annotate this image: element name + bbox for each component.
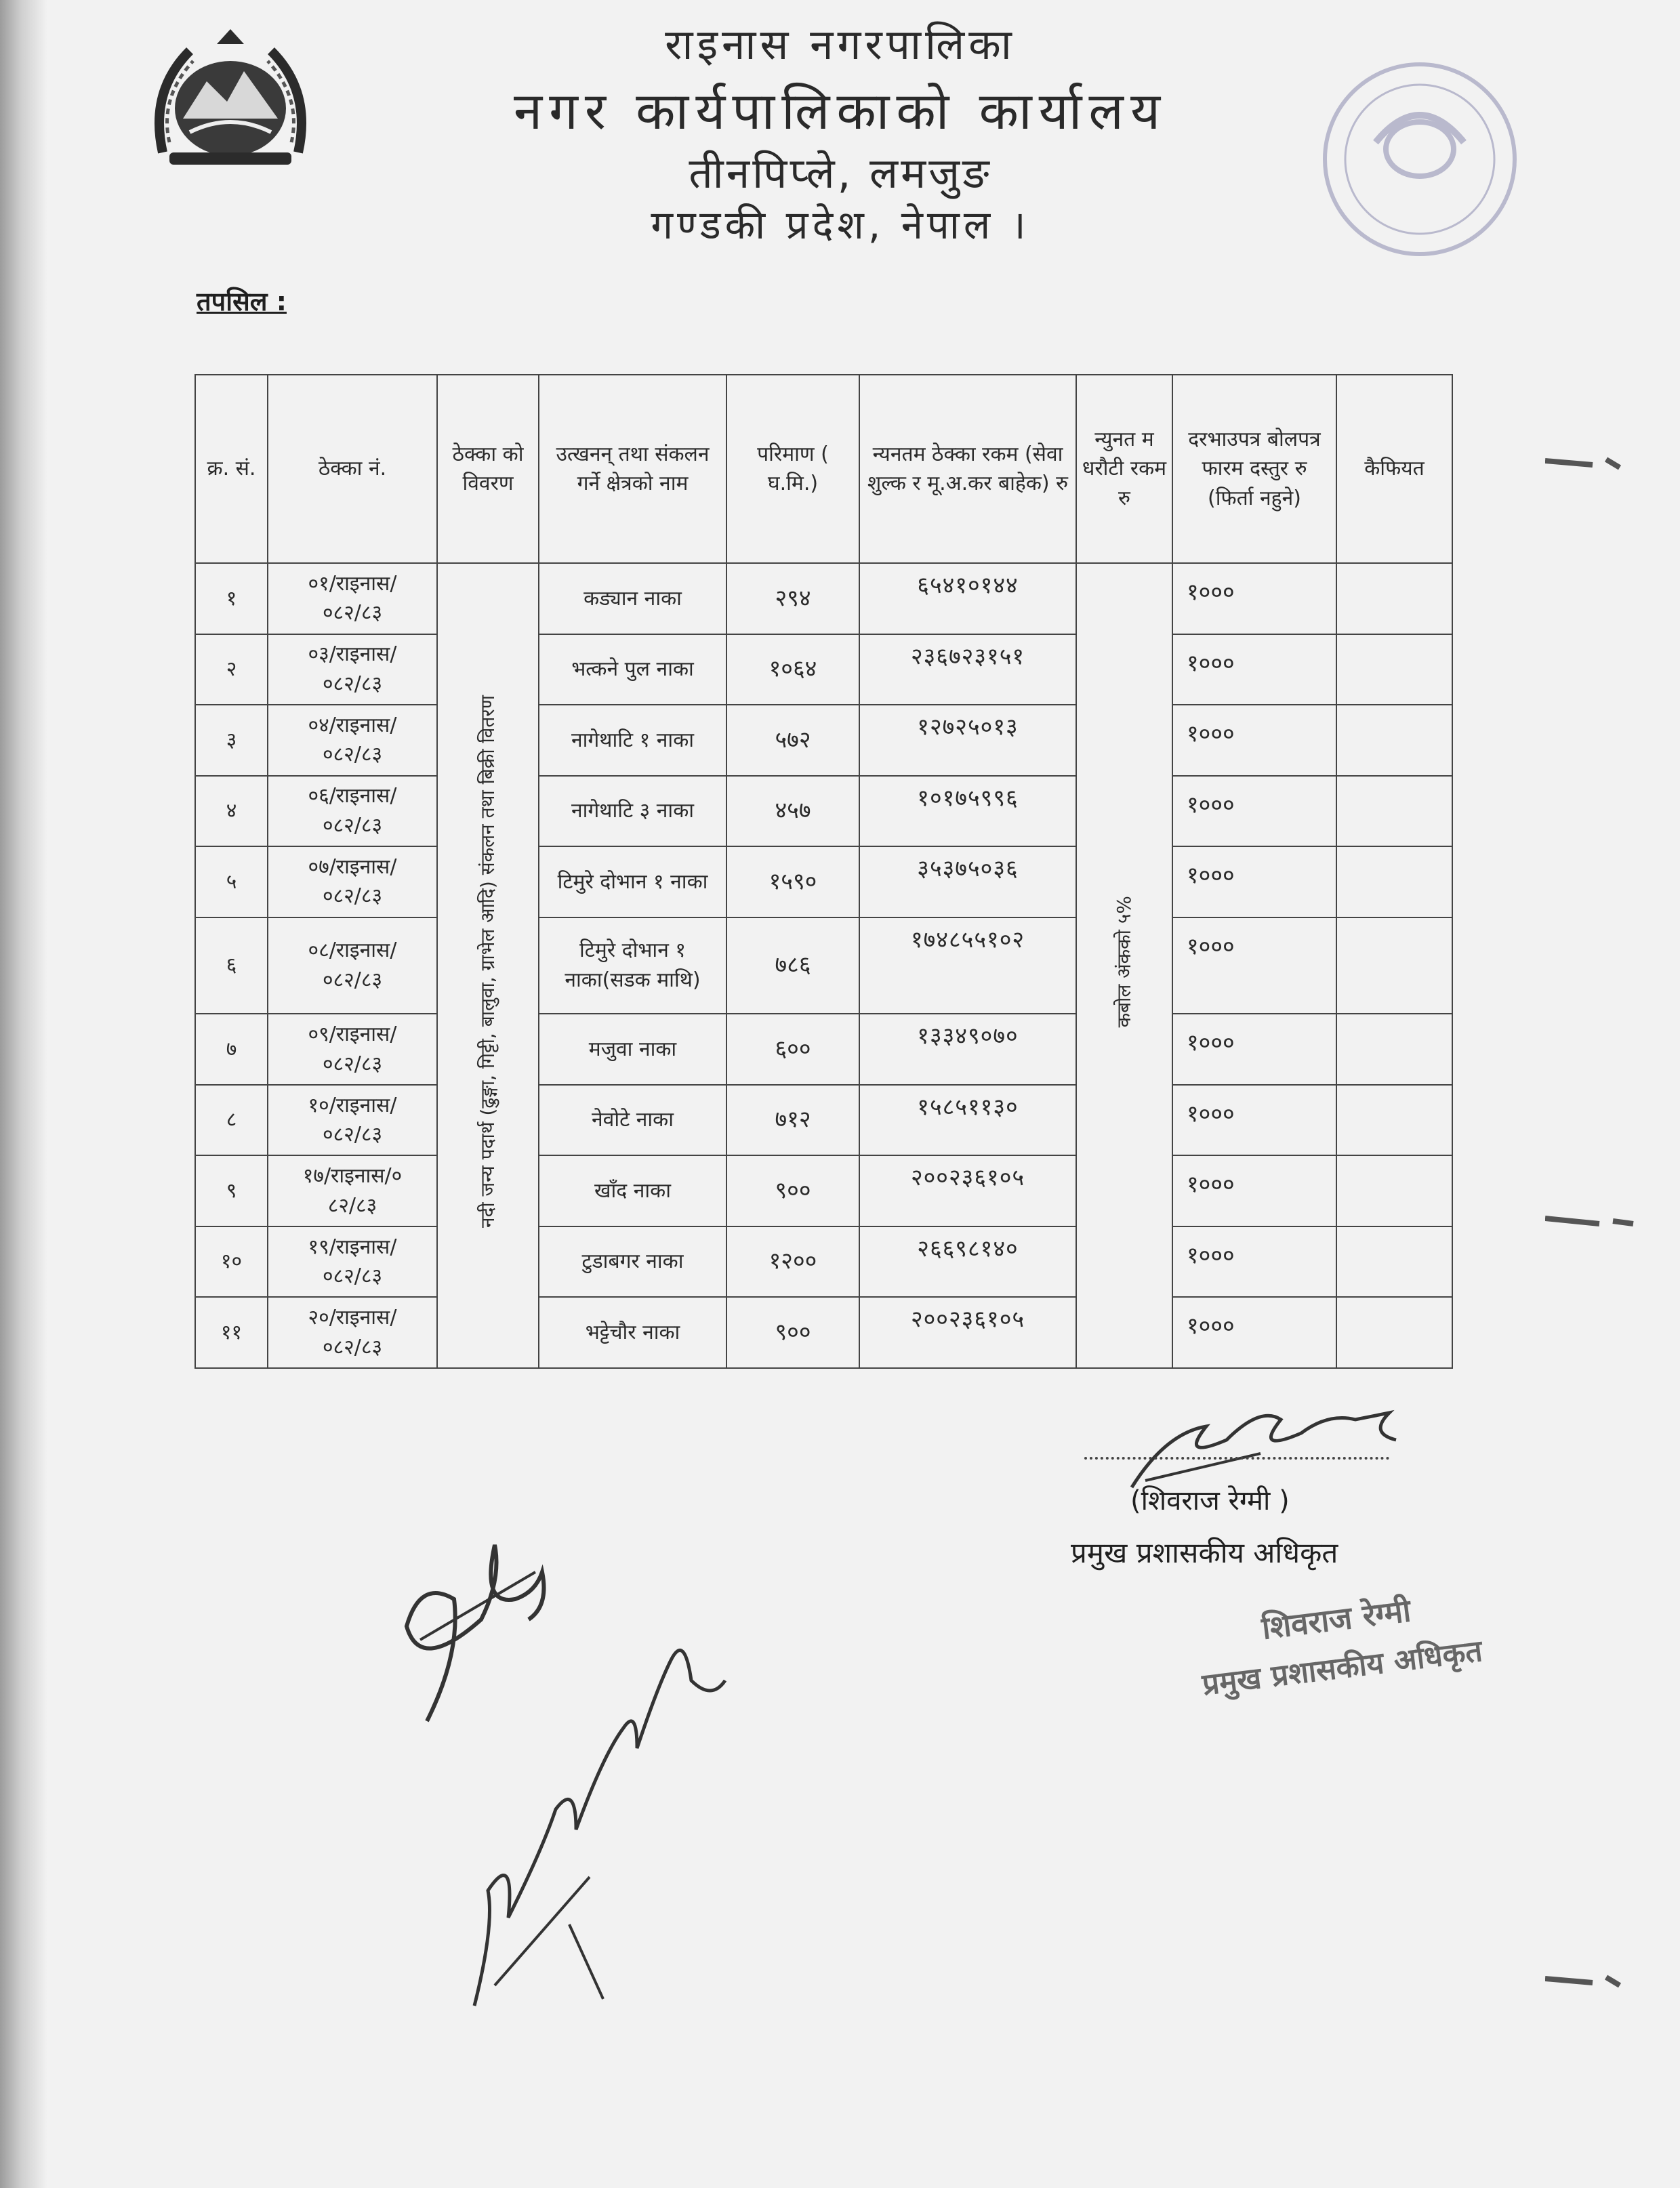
cell-remarks <box>1336 563 1452 634</box>
cell-form-fee: १००० <box>1172 1297 1336 1368</box>
header-contract-description: ठेक्का को विवरण <box>437 375 539 563</box>
cell-area-name: नागेथाटि ३ नाका <box>539 776 726 847</box>
contract-no-line1: १७/राइनास/० <box>302 1164 403 1189</box>
office-name: नगर कार्यपालिकाको कार्यालय <box>513 81 1168 141</box>
contract-no-line2: ०८२/८३ <box>322 1123 383 1147</box>
header-area-name: उत्खनन् तथा संकलन गर्ने क्षेत्रको नाम <box>539 375 726 563</box>
cell-serial: ५ <box>195 846 268 917</box>
signatory-title: प्रमुख प्रशासकीय अधिकृत <box>1071 1536 1338 1569</box>
cell-remarks <box>1336 634 1452 705</box>
cell-remarks <box>1336 705 1452 776</box>
table-row <box>195 1155 1452 1226</box>
header-quantity: परिमाण ( घ.मि.) <box>726 375 859 563</box>
officer-name-stamp <box>1145 1575 1533 1710</box>
cell-area-name: टुडाबगर नाका <box>539 1226 726 1298</box>
cell-minimum-amount: २३६७२३१५१ <box>859 634 1076 705</box>
cell-quantity: १५९० <box>726 846 859 917</box>
tender-details-table <box>194 374 1453 1369</box>
cell-remarks <box>1336 1155 1452 1226</box>
cell-area-name: नेवोटे नाका <box>539 1085 726 1156</box>
contract-no-line1: १९/राइनास/ <box>308 1235 397 1259</box>
header-minimum-amount: न्यनतम ठेक्का रकम (सेवा शुल्क र मू.अ.कर बाहेक) रु <box>859 375 1076 563</box>
cell-contract-no <box>268 1226 437 1298</box>
signatory-name: (शिवराज रेग्मी ) <box>1130 1485 1290 1516</box>
cell-form-fee: १००० <box>1172 634 1336 705</box>
cell-remarks <box>1336 776 1452 847</box>
cell-serial: ३ <box>195 705 268 776</box>
cell-quantity: १२०० <box>726 1226 859 1298</box>
cell-area-name: मजुवा नाका <box>539 1014 726 1085</box>
cell-quantity: २९४ <box>726 563 859 634</box>
cell-minimum-amount: १०१७५९९६ <box>859 776 1076 847</box>
province-country: गण्डकी प्रदेश, नेपाल । <box>651 202 1030 248</box>
table-row <box>195 917 1452 1014</box>
cell-form-fee: १००० <box>1172 1155 1336 1226</box>
cell-minimum-amount: २६६९८१४० <box>859 1226 1076 1298</box>
contract-no-line2: ०८२/८३ <box>322 968 383 992</box>
office-location: तीनपिप्ले, लमजुङ <box>689 148 992 198</box>
table-row <box>195 563 1452 634</box>
scan-noise-mark <box>1545 447 1626 474</box>
cell-form-fee: १००० <box>1172 563 1336 634</box>
header-minimum-deposit: न्युनत म धरौटी रकम रु <box>1076 375 1172 563</box>
table-row <box>195 634 1452 705</box>
table-row <box>195 1014 1452 1085</box>
contract-no-line2: ०८२/८३ <box>322 1264 383 1289</box>
cell-quantity: ७१२ <box>726 1085 859 1156</box>
contract-no-line1: ०९/राइनास/ <box>308 1023 397 1047</box>
contract-no-line2: ०८२/८३ <box>322 672 383 696</box>
government-emblem-icon <box>142 17 319 173</box>
cell-form-fee: १००० <box>1172 917 1336 1014</box>
cell-area-name: टिमुरे दोभान १ नाका <box>539 846 726 917</box>
deposit-text: कबोल अंकको ५% <box>1112 895 1135 1027</box>
cell-area-name: भट्टेचौर नाका <box>539 1297 726 1368</box>
cell-minimum-amount: ३५३७५०३६ <box>859 846 1076 917</box>
cell-remarks <box>1336 917 1452 1014</box>
contract-no-line2: ०८२/८३ <box>322 743 383 767</box>
cell-contract-no <box>268 846 437 917</box>
cell-serial: ९ <box>195 1155 268 1226</box>
scan-noise-mark <box>1545 1965 1626 1992</box>
cell-serial: ११ <box>195 1297 268 1368</box>
cell-contract-no <box>268 917 437 1014</box>
contract-no-line1: १०/राइनास/ <box>308 1093 397 1117</box>
cell-serial: १० <box>195 1226 268 1298</box>
table-row <box>195 846 1452 917</box>
cell-serial: ६ <box>195 917 268 1014</box>
contract-no-line1: ०४/राइनास/ <box>308 713 397 737</box>
cell-minimum-amount: २००२३६१०५ <box>859 1155 1076 1226</box>
table-row <box>195 1297 1452 1368</box>
cell-form-fee: १००० <box>1172 1085 1336 1156</box>
cell-quantity: ६०० <box>726 1014 859 1085</box>
cell-area-name: भत्कने पुल नाका <box>539 634 726 705</box>
cell-contract-no <box>268 563 437 634</box>
contract-no-line1: ०३/राइनास/ <box>308 642 397 667</box>
scan-edge-shadow <box>0 0 47 2188</box>
contract-no-line2: ८२/८३ <box>327 1193 377 1218</box>
stamp-title-line: प्रमुख प्रशासकीय अधिकृत <box>1200 1633 1485 1703</box>
cell-minimum-amount: २००२३६१०५ <box>859 1297 1076 1368</box>
scan-noise-mark <box>1545 1206 1640 1233</box>
header-contract-no: ठेक्का नं. <box>268 375 437 563</box>
cell-minimum-amount: ६५४१०१४४ <box>859 563 1076 634</box>
cell-contract-no <box>268 634 437 705</box>
contract-no-line2: ०८२/८३ <box>322 813 383 838</box>
contract-no-line2: ०८२/८३ <box>322 1052 383 1076</box>
table-row <box>195 1085 1452 1156</box>
table-header-row <box>195 375 1452 563</box>
officer-signature <box>1125 1392 1410 1494</box>
contract-no-line2: ०८२/८३ <box>322 884 383 909</box>
contract-description-text: नदी जन्य पदार्थ (ढुङ्गा, गिट्टी, बालुवा, ग्राभेल आदि) संकलन तथा बिक्री वितरण <box>476 695 499 1228</box>
contract-no-line2: ०८२/८३ <box>322 601 383 625</box>
cell-area-name: कड्यान नाका <box>539 563 726 634</box>
cell-remarks <box>1336 1085 1452 1156</box>
cell-contract-description <box>437 563 539 1368</box>
cell-quantity: ४५७ <box>726 776 859 847</box>
signature-line <box>1084 1457 1389 1460</box>
cell-form-fee: १००० <box>1172 846 1336 917</box>
cell-quantity: ७८६ <box>726 917 859 1014</box>
cell-remarks <box>1336 1014 1452 1085</box>
cell-form-fee: १००० <box>1172 705 1336 776</box>
table-row <box>195 705 1452 776</box>
cell-contract-no <box>268 1014 437 1085</box>
contract-no-line1: २०/राइनास/ <box>308 1306 397 1330</box>
header-remarks: कैफियत <box>1336 375 1452 563</box>
contract-no-line1: ०७/राइनास/ <box>308 854 397 879</box>
cell-remarks <box>1336 1226 1452 1298</box>
cell-minimum-amount: १३३४९०७० <box>859 1014 1076 1085</box>
witness-signature-2 <box>468 1606 739 2012</box>
cell-quantity: ९०० <box>726 1297 859 1368</box>
municipality-name: राइनास नगरपालिका <box>665 20 1016 69</box>
section-label: तपसिल : <box>197 287 287 316</box>
cell-form-fee: १००० <box>1172 1014 1336 1085</box>
cell-minimum-amount: १२७२५०१३ <box>859 705 1076 776</box>
cell-quantity: ९०० <box>726 1155 859 1226</box>
stamp-name-line: शिवराज रेग्मी <box>1259 1592 1413 1647</box>
cell-form-fee: १००० <box>1172 776 1336 847</box>
contract-no-line1: ०१/राइनास/ <box>308 571 397 596</box>
cell-contract-no <box>268 1155 437 1226</box>
cell-serial: २ <box>195 634 268 705</box>
table-row <box>195 776 1452 847</box>
header-serial: क्र. सं. <box>195 375 268 563</box>
cell-contract-no <box>268 1085 437 1156</box>
table-row <box>195 1226 1452 1298</box>
cell-area-name: नागेथाटि १ नाका <box>539 705 726 776</box>
cell-contract-no <box>268 1297 437 1368</box>
cell-serial: ७ <box>195 1014 268 1085</box>
cell-remarks <box>1336 846 1452 917</box>
cell-serial: ८ <box>195 1085 268 1156</box>
office-seal-stamp-icon <box>1308 41 1532 312</box>
cell-minimum-deposit <box>1076 563 1172 1368</box>
cell-remarks <box>1336 1297 1452 1368</box>
cell-form-fee: १००० <box>1172 1226 1336 1298</box>
cell-quantity: १०६४ <box>726 634 859 705</box>
contract-no-line1: ०८/राइनास/ <box>308 938 397 963</box>
cell-minimum-amount: १५८५११३० <box>859 1085 1076 1156</box>
cell-contract-no <box>268 705 437 776</box>
cell-minimum-amount: १७४८५५१०२ <box>859 917 1076 1014</box>
cell-quantity: ५७२ <box>726 705 859 776</box>
cell-serial: १ <box>195 563 268 634</box>
contract-no-line2: ०८२/८३ <box>322 1335 383 1359</box>
contract-no-line1: ०६/राइनास/ <box>308 784 397 808</box>
cell-serial: ४ <box>195 776 268 847</box>
cell-area-name: खाँद नाका <box>539 1155 726 1226</box>
cell-area-name: टिमुरे दोभान १ नाका(सडक माथि) <box>539 917 726 1014</box>
cell-contract-no <box>268 776 437 847</box>
header-form-fee: दरभाउपत्र बोलपत्र फारम दस्तुर रु (फिर्ता नहुने) <box>1172 375 1336 563</box>
